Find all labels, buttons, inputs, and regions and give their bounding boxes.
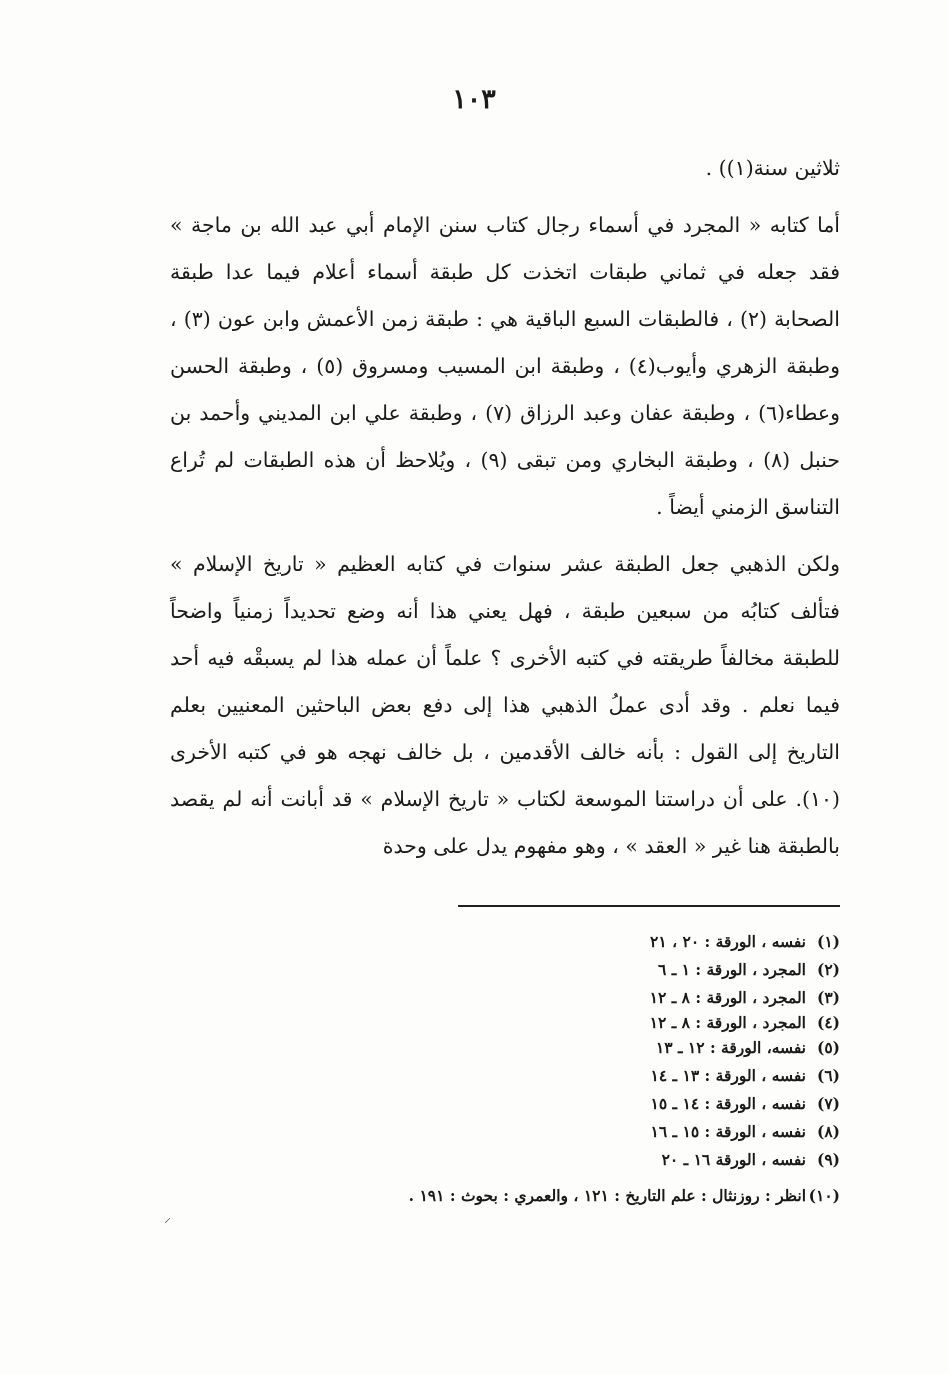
footnote-6 bbox=[270, 1062, 840, 1090]
footnote-text: نفسه ، الورقة ١٦ ـ ٢٠ bbox=[661, 1150, 806, 1169]
paragraph-3: ولكن الذهبي جعل الطبقة عشر سنوات في كتابه العظيم « تاريخ الإسلام » فتألف كتابُه من سبعين طبقة ، فهل يعني هذا أنه وضع تحديداً زمنياً واضحاً للطبقة مخالفاً طريقته في كتبه الأخرى ؟ علماً أن عمله هذا لم يسبقْه فيه أحد فيما نعلم . وقد أدى عملُ الذهبي هذا إلى دفع بعض الباحثين المعنيين بعلم التاريخ إلى القول : بأنه خالف الأقدمين ، بل خالف نهجه هو في كتبه الأخرى (١٠). على أن دراستنا الموسعة لكتاب « تاريخ الإسلام » قد أبانت أنه لم يقصد بالطبقة هنا غير « العقد » ، وهو مفهوم يدل على وحدة bbox=[170, 552, 840, 858]
footnote-text: نفسه ، الورقة : ٢٠ ، ٢١ bbox=[650, 932, 806, 951]
footnote-number: (٢) bbox=[816, 960, 840, 979]
footnote-text: نفسه ، الورقة : ١٤ ـ ١٥ bbox=[650, 1094, 806, 1113]
footnote-3 bbox=[270, 984, 840, 1012]
footnote-10 bbox=[270, 1182, 840, 1210]
footnote-5 bbox=[270, 1034, 840, 1062]
footnote-text: المجرد ، الورقة : ٨ ـ ١٢ bbox=[649, 1013, 806, 1032]
footnote-2 bbox=[270, 956, 840, 984]
footnote-number: (٩) bbox=[816, 1150, 840, 1169]
footnote-number: (٦) bbox=[816, 1066, 840, 1085]
footnote-8 bbox=[270, 1118, 840, 1146]
footnote-text: نفسه، الورقة : ١٢ ـ ١٣ bbox=[655, 1038, 806, 1057]
footnote-1 bbox=[270, 928, 840, 956]
paragraph-2: أما كتابه « المجرد في أسماء رجال كتاب سنن الإمام أبي عبد الله بن ماجة » فقد جعله في ثماني طبقات اتخذت كل طبقة أسماء أعلام فيما عدا طبقة الصحابة (٢) ، فالطبقات السبع الباقية هي : طبقة زمن الأعمش وابن عون (٣) ، وطبقة الزهري وأيوب(٤) ، وطبقة ابن المسيب ومسروق (٥) ، وطبقة الحسن وعطاء(٦) ، وطبقة عفان وعبد الرزاق (٧) ، وطبقة علي ابن المديني وأحمد بن حنبل (٨) ، وطبقة البخاري ومن تبقى (٩) ، ويُلاحظ أن هذه الطبقات لم تُراع التناسق الزمني أيضاً . bbox=[170, 213, 840, 519]
footnote-number: (٣) bbox=[816, 988, 840, 1007]
footnote-number: (١) bbox=[816, 932, 840, 951]
footnote-number: (١٠) bbox=[808, 1186, 840, 1205]
stray-mark: ⸝ bbox=[164, 1210, 171, 1226]
footnote-text: المجرد ، الورقة : ٨ ـ ١٢ bbox=[649, 988, 806, 1007]
footnote-4 bbox=[270, 1012, 840, 1034]
footnote-text: انظر : روزنثال : علم التاريخ : ١٢١ ، والعمري : بحوث : ١٩١ . bbox=[408, 1186, 806, 1205]
paragraph-1: ثلاثين سنة(١)) . bbox=[705, 156, 840, 180]
footnotes bbox=[270, 928, 840, 1210]
footnote-number: (٥) bbox=[816, 1038, 840, 1057]
footnote-separator bbox=[458, 905, 840, 907]
footnote-text: نفسه ، الورقة : ١٥ ـ ١٦ bbox=[650, 1122, 806, 1141]
footnote-text: المجرد ، الورقة : ١ ـ ٦ bbox=[657, 960, 806, 979]
page-number: ١٠٣ bbox=[452, 84, 496, 115]
footnote-9 bbox=[270, 1146, 840, 1174]
footnote-text: نفسه ، الورقة : ١٣ ـ ١٤ bbox=[650, 1066, 806, 1085]
body-text bbox=[170, 145, 840, 870]
footnote-number: (٨) bbox=[816, 1122, 840, 1141]
footnote-7 bbox=[270, 1090, 840, 1118]
footnote-number: (٧) bbox=[816, 1094, 840, 1113]
footnote-number: (٤) bbox=[816, 1013, 840, 1032]
